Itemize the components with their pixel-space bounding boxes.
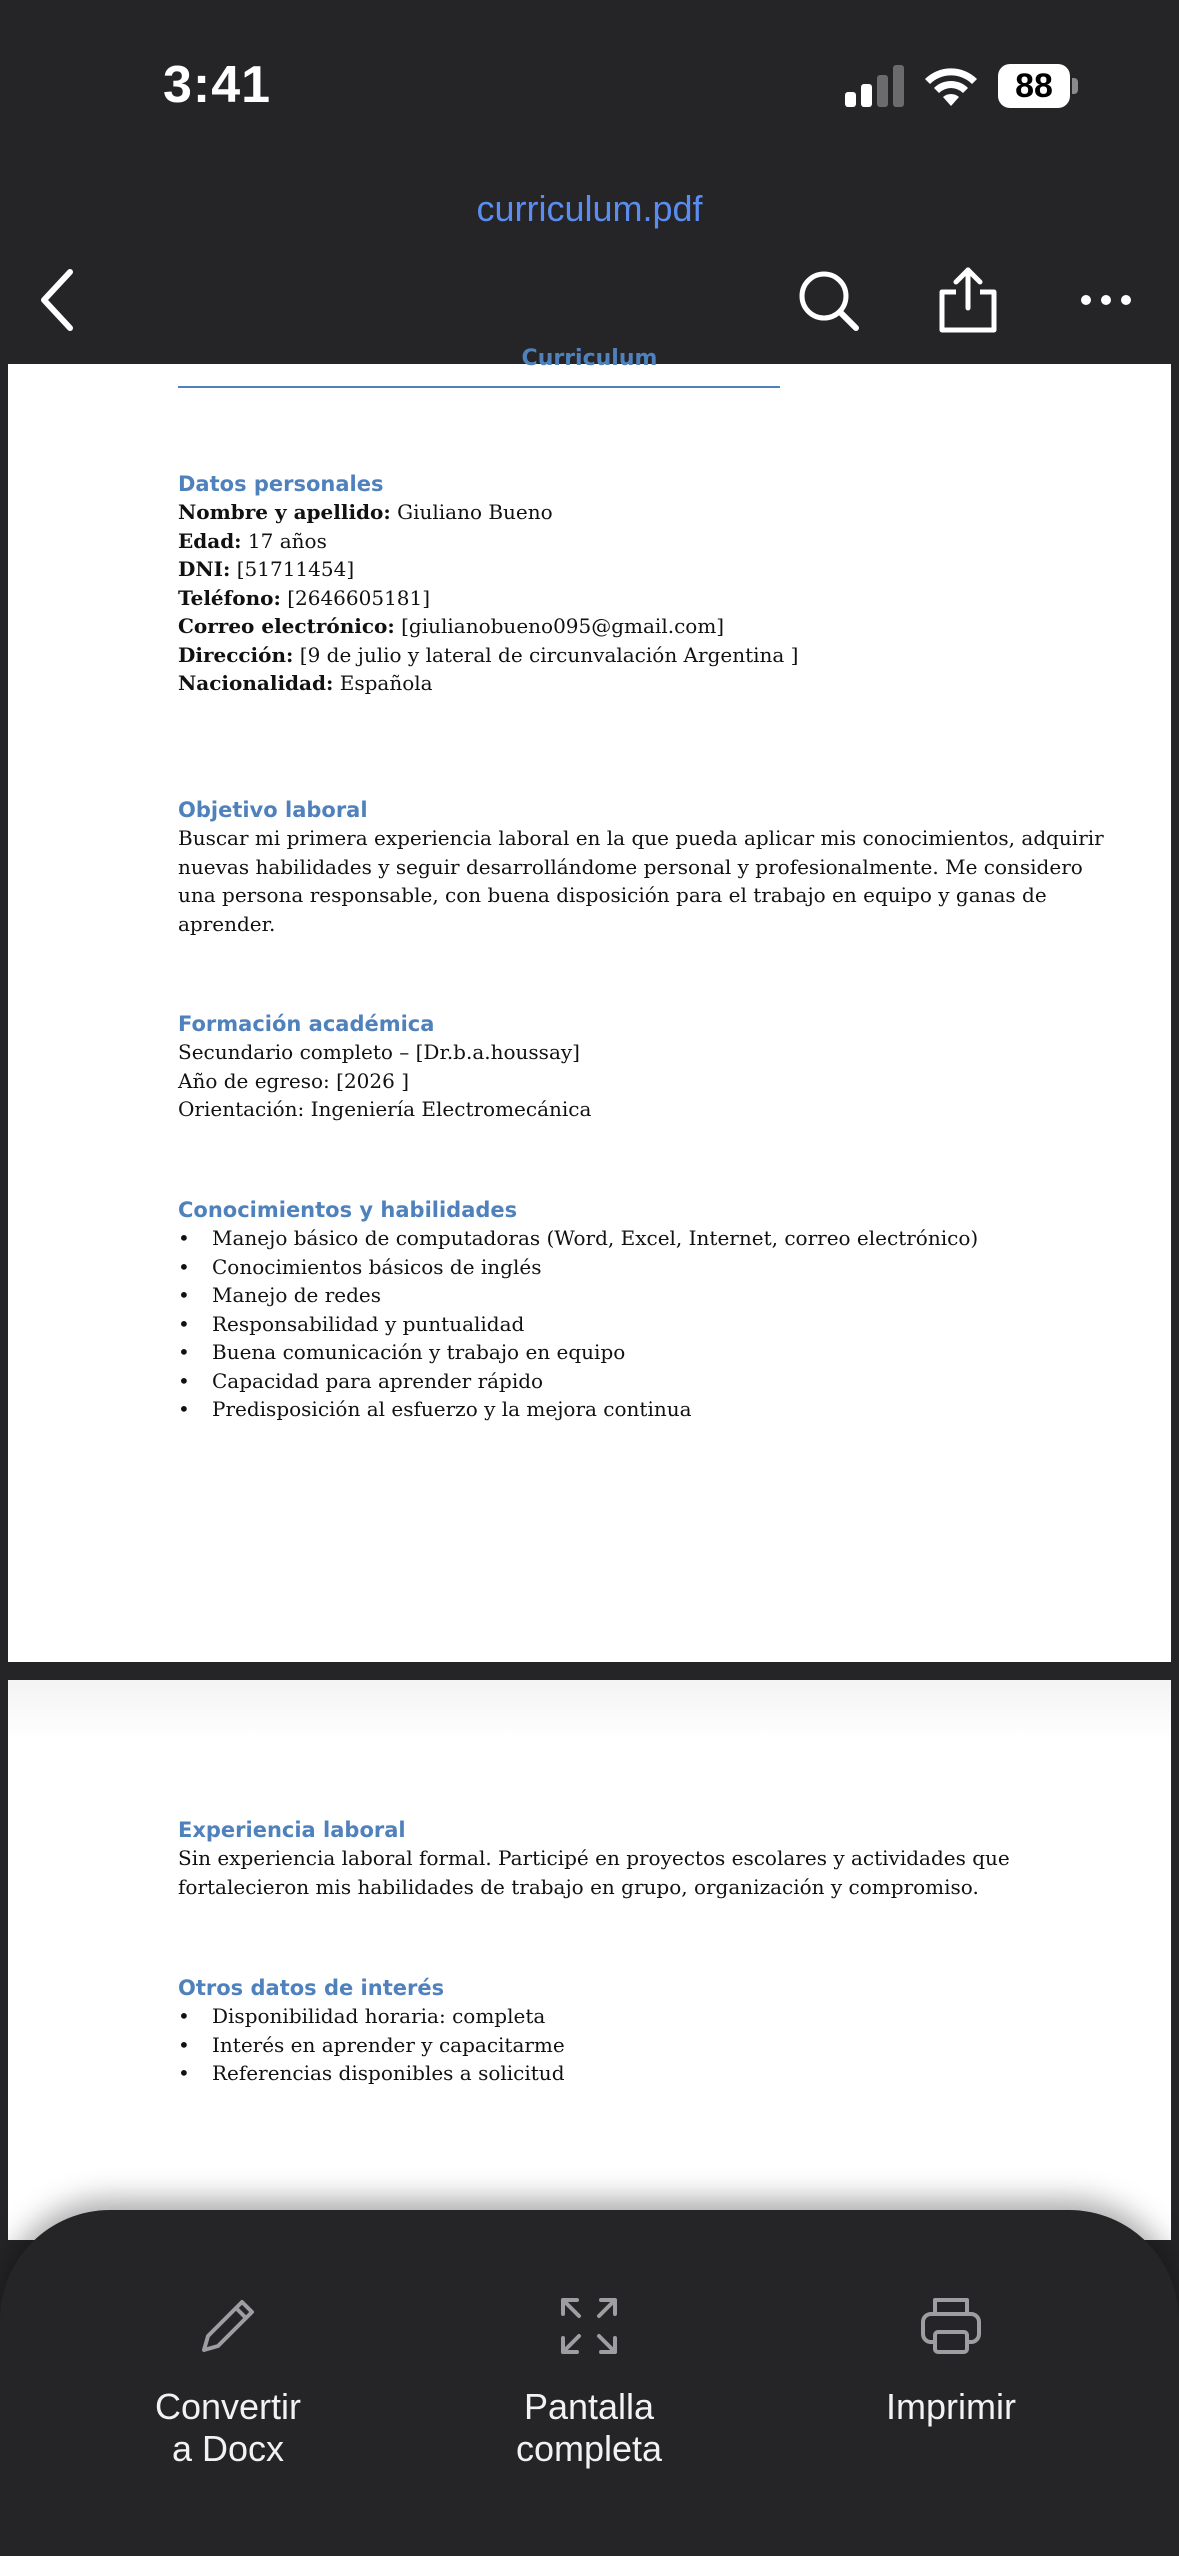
text-line: Secundario completo – [Dr.b.a.houssay] xyxy=(178,1040,580,1064)
print-button[interactable] xyxy=(811,2290,1091,2428)
section-heading: Conocimientos y habilidades xyxy=(178,1198,518,1222)
fullscreen-button[interactable] xyxy=(449,2290,729,2470)
list-item: • Buena comunicación y trabajo en equipo xyxy=(178,1338,978,1367)
info-row: Teléfono: [2646605181] xyxy=(178,585,431,610)
convert-to-docx-button[interactable] xyxy=(88,2290,368,2470)
search-icon[interactable] xyxy=(792,264,864,336)
section-otros-datos xyxy=(178,1974,565,2088)
list-item: • Capacidad para aprender rápido xyxy=(178,1367,978,1396)
section-heading: Datos personales xyxy=(178,472,384,496)
info-row: Correo electrónico: [giulianobueno095@gmail.com] xyxy=(178,614,725,638)
section-heading: Formación académica xyxy=(178,1012,435,1036)
section-heading: Experiencia laboral xyxy=(178,1818,406,1842)
list-item: • Responsabilidad y puntualidad xyxy=(178,1310,978,1339)
pdf-page-1[interactable] xyxy=(8,346,1171,1662)
list-item: • Predisposición al esfuerzo y la mejora continua xyxy=(178,1395,978,1424)
printer-icon xyxy=(915,2290,987,2362)
print-label: Imprimir xyxy=(886,2386,1016,2427)
section-conocimientos xyxy=(178,1196,978,1424)
fullscreen-label: Pantalla completa xyxy=(515,2386,663,2469)
battery-level: 88 xyxy=(998,64,1070,108)
info-row: Edad: 17 años xyxy=(178,528,327,553)
text-line: fortalecieron mis habilidades de trabajo en grupo, organización y compromiso. xyxy=(178,1874,979,1899)
title-underline xyxy=(178,386,780,388)
list-item: • Disponibilidad horaria: completa xyxy=(178,2002,565,2031)
section-formacion-academica xyxy=(178,1010,591,1124)
list-item: • Referencias disponibles a solicitud xyxy=(178,2059,565,2088)
text-line: una persona responsable, con buena disposición para el trabajo en equipo y ganas de xyxy=(178,883,1047,907)
list-item: • Interés en aprender y capacitarme xyxy=(178,2031,565,2060)
pdf-page-2[interactable] xyxy=(8,1680,1171,2240)
text-line: nuevas habilidades y seguir desarrollándome personal y profesionalmente. Me considero xyxy=(178,854,1083,879)
expand-icon xyxy=(553,2290,625,2362)
info-row: Nombre y apellido: Giuliano Bueno xyxy=(178,500,553,524)
battery-indicator xyxy=(998,64,1078,108)
section-heading: Otros datos de interés xyxy=(178,1976,445,2000)
bottom-action-sheet xyxy=(0,2210,1179,2556)
section-heading: Objetivo laboral xyxy=(178,798,368,822)
info-row: DNI: [51711454] xyxy=(178,557,355,581)
list-item: • Manejo básico de computadoras (Word, Excel, Internet, correo electrónico) xyxy=(178,1224,978,1253)
text-line: Buscar mi primera experiencia laboral en la que pueda aplicar mis conocimientos, adquirir xyxy=(178,826,1104,850)
section-experiencia-laboral xyxy=(178,1816,1010,1901)
share-icon[interactable] xyxy=(932,264,1004,336)
convert-label: Convertir a Docx xyxy=(154,2386,302,2469)
document-title: curriculum.pdf xyxy=(476,188,703,229)
document-heading: Curriculum xyxy=(521,346,658,371)
text-line: aprender. xyxy=(178,911,276,936)
cellular-signal-icon xyxy=(845,65,905,107)
text-line: Sin experiencia laboral formal. Participé en proyectos escolares y actividades que xyxy=(178,1846,1010,1870)
info-row: Dirección: [9 de julio y lateral de circunvalación Argentina ] xyxy=(178,642,799,667)
wifi-icon xyxy=(922,62,980,108)
status-time: 3:41 xyxy=(163,56,272,114)
list-item: • Conocimientos básicos de inglés xyxy=(178,1253,978,1282)
section-datos-personales xyxy=(178,470,798,698)
pencil-icon xyxy=(192,2290,264,2362)
section-objetivo-laboral xyxy=(178,796,1104,938)
list-item: • Manejo de redes xyxy=(178,1281,978,1310)
info-row: Nacionalidad: Española xyxy=(178,671,433,695)
more-icon[interactable] xyxy=(1072,264,1144,336)
back-icon[interactable] xyxy=(28,264,100,336)
text-line: Año de egreso: [2026 ] xyxy=(178,1068,410,1093)
text-line: Orientación: Ingeniería Electromecánica xyxy=(178,1097,592,1121)
